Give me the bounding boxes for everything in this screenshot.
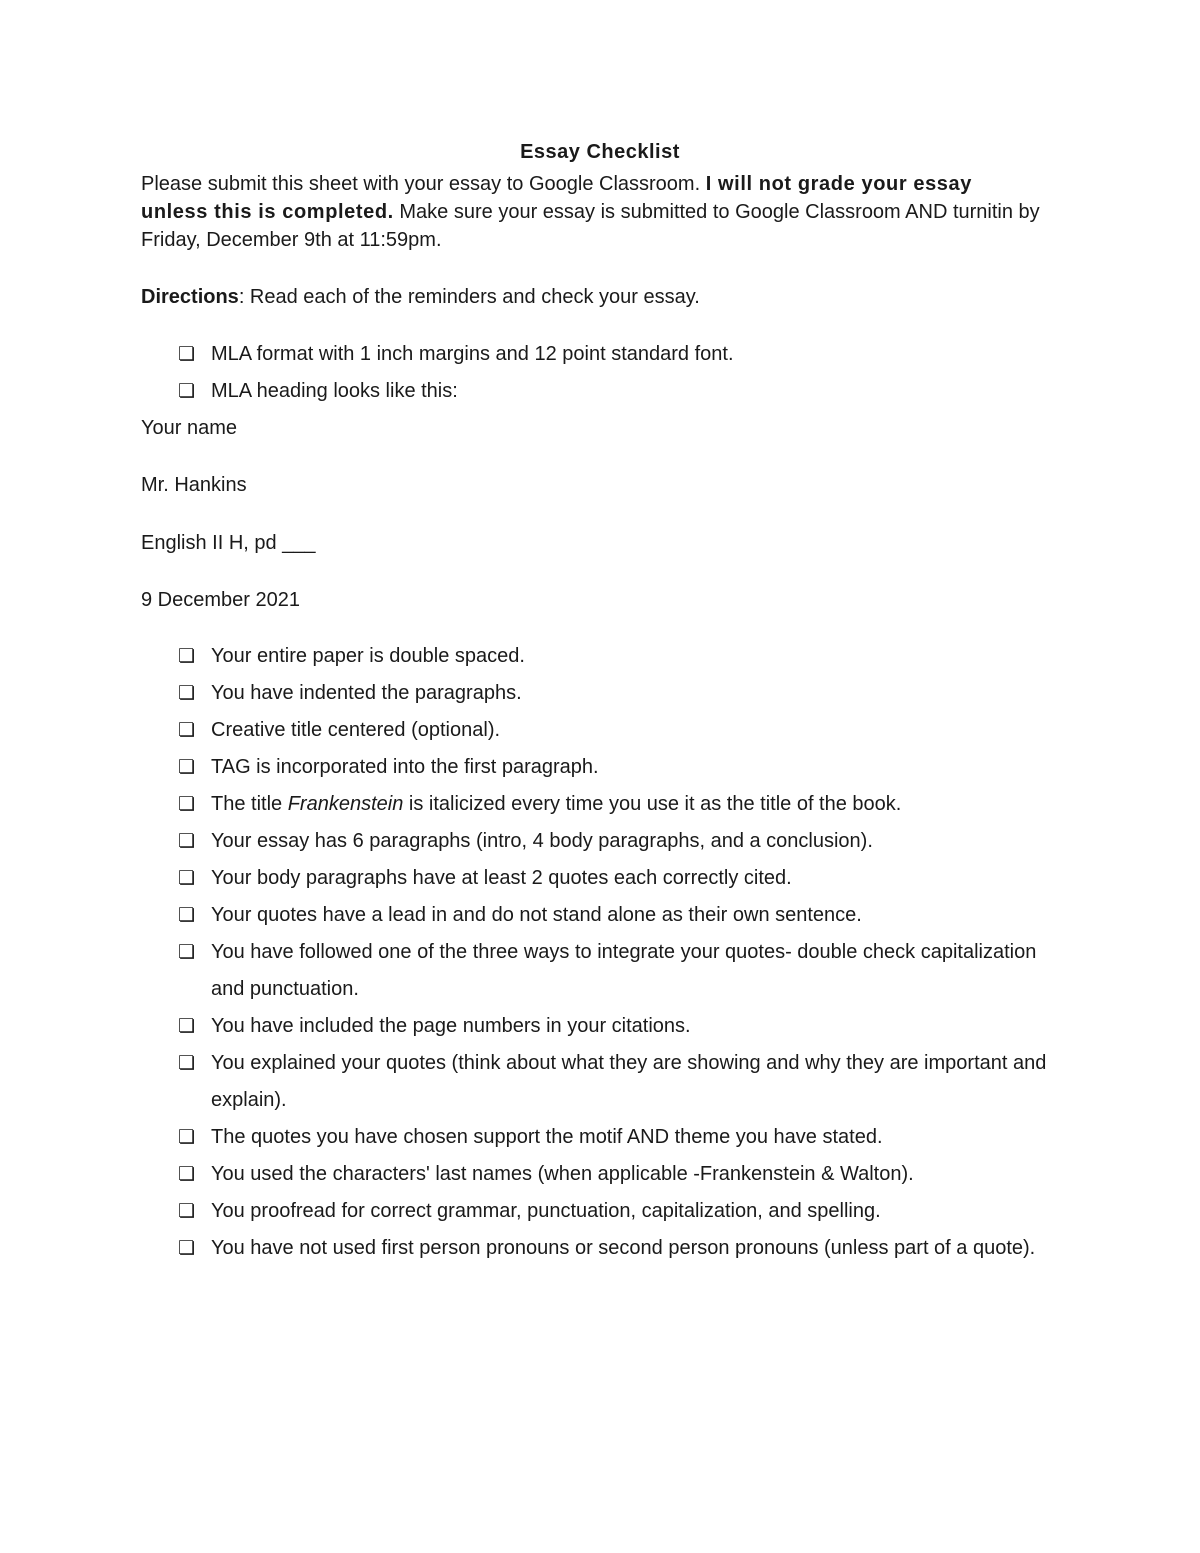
- checklist-item: [178, 749, 1048, 786]
- checklist-item: [178, 1230, 1048, 1267]
- checklist-item: [178, 1193, 1048, 1230]
- checkbox-icon[interactable]: ❏: [178, 868, 196, 889]
- checkbox-icon[interactable]: ❏: [178, 683, 196, 704]
- checklist-item-text: The title: [211, 793, 288, 815]
- checklist-item: [178, 1008, 1048, 1045]
- checklist-item: [178, 786, 1048, 823]
- checkbox-icon[interactable]: ❏: [178, 720, 196, 741]
- intro-text-2: Make sure your essay is submitted to Google Classroom AND turnitin by Friday, December 9th at 11:59pm.: [141, 201, 1040, 251]
- checkbox-icon[interactable]: ❏: [178, 344, 196, 365]
- intro-text-1: Please submit this sheet with your essay to Google Classroom.: [141, 173, 706, 195]
- checklist-item-text: You have not used first person pronouns or second person pronouns (unless part of a quote).: [211, 1237, 1036, 1259]
- mla-heading-teacher: Mr. Hankins: [141, 474, 247, 496]
- checklist-content: [178, 638, 1048, 1267]
- checklist-item-text: MLA format with 1 inch margins and 12 point standard font.: [211, 343, 734, 365]
- checklist-item: [178, 934, 1048, 1008]
- checkbox-icon[interactable]: ❏: [178, 794, 196, 815]
- checklist-item-text: The quotes you have chosen support the motif AND theme you have stated.: [211, 1126, 883, 1148]
- checkbox-icon[interactable]: ❏: [178, 1238, 196, 1259]
- checklist-format: [178, 336, 1048, 410]
- intro-bold-warning: I will not grade your essay unless this is completed.: [141, 173, 972, 223]
- checklist-item: [178, 1045, 1048, 1119]
- checkbox-icon[interactable]: ❏: [178, 1127, 196, 1148]
- checklist-item-text: TAG is incorporated into the first paragraph.: [211, 756, 599, 778]
- mla-heading-name: Your name: [141, 417, 237, 439]
- checklist-item-text: MLA heading looks like this:: [211, 380, 458, 402]
- checklist-item-text: You have included the page numbers in your citations.: [211, 1015, 691, 1037]
- checklist-item-text: Your entire paper is double spaced.: [211, 645, 525, 667]
- checkbox-icon[interactable]: ❏: [178, 905, 196, 926]
- checklist-item: [178, 1119, 1048, 1156]
- checkbox-icon[interactable]: ❏: [178, 646, 196, 667]
- checklist-item-text: You explained your quotes (think about what they are showing and why they are important and explain).: [211, 1052, 1047, 1111]
- mla-heading-date: 9 December 2021: [141, 589, 300, 611]
- directions-label: Directions: [141, 286, 239, 308]
- book-title-italic: Frankenstein: [287, 793, 404, 815]
- checkbox-icon[interactable]: ❏: [178, 1016, 196, 1037]
- checklist-item: [178, 712, 1048, 749]
- directions-text: : Read each of the reminders and check your essay.: [238, 286, 700, 308]
- checklist-item-text: Your body paragraphs have at least 2 quotes each correctly cited.: [211, 867, 792, 889]
- mla-heading-class: English II H, pd ___: [141, 532, 316, 554]
- checklist-item: [178, 1156, 1048, 1193]
- checkbox-icon[interactable]: ❏: [178, 1201, 196, 1222]
- checklist-item: [178, 373, 1048, 410]
- checklist-item: [178, 823, 1048, 860]
- checklist-item-text: You have followed one of the three ways to integrate your quotes- double check capitalization and punctuation.: [211, 941, 1037, 1000]
- checklist-item: [178, 897, 1048, 934]
- checklist-item: [178, 638, 1048, 675]
- checklist-item-text: Your quotes have a lead in and do not stand alone as their own sentence.: [211, 904, 862, 926]
- checkbox-icon[interactable]: ❏: [178, 1164, 196, 1185]
- directions-line: [141, 283, 700, 311]
- checklist-item-text: You used the characters' last names (when applicable -Frankenstein & Walton).: [211, 1163, 914, 1185]
- checklist-item-text: You proofread for correct grammar, punctuation, capitalization, and spelling.: [211, 1200, 881, 1222]
- checklist-item-text: Your essay has 6 paragraphs (intro, 4 body paragraphs, and a conclusion).: [211, 830, 873, 852]
- checkbox-icon[interactable]: ❏: [178, 381, 196, 402]
- checklist-item: [178, 336, 1048, 373]
- checkbox-icon[interactable]: ❏: [178, 831, 196, 852]
- document-title: Essay Checklist: [520, 141, 680, 163]
- checklist-item-text: Creative title centered (optional).: [211, 719, 501, 741]
- checklist-item: [178, 860, 1048, 897]
- checkbox-icon[interactable]: ❏: [178, 1053, 196, 1074]
- checkbox-icon[interactable]: ❏: [178, 942, 196, 963]
- checklist-item-text-cont: is italicized every time you use it as the title of the book.: [403, 793, 902, 815]
- checklist-item-text: You have indented the paragraphs.: [211, 682, 522, 704]
- checkbox-icon[interactable]: ❏: [178, 757, 196, 778]
- intro-paragraph: [141, 170, 1041, 254]
- checklist-item: [178, 675, 1048, 712]
